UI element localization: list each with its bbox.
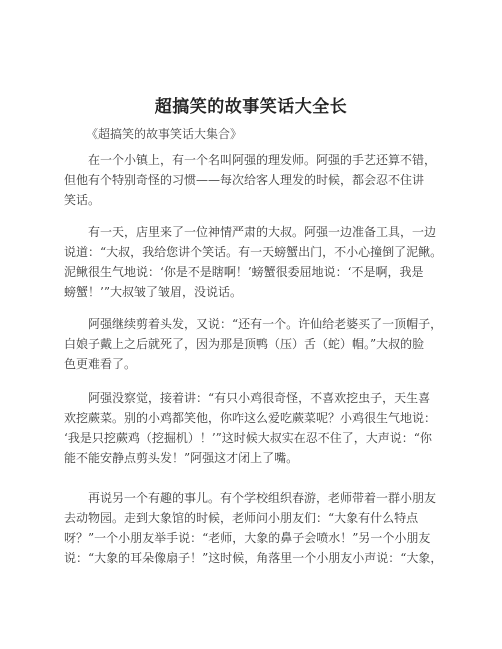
paragraph-2 (64, 222, 444, 302)
paragraph-line: 有一天，店里来了一位神情严肃的大叔。阿强一边准备工具，一边 (88, 225, 437, 239)
paragraph-3 (64, 314, 444, 374)
paragraph-line: 但他有个特别奇怪的习惯——每次给客人理发的时候，都会忍不住讲 (64, 173, 425, 187)
paragraph-line: 泥鳅很生气地说：‘你是不是瞎啊！’螃蟹很委屈地说：‘不是啊，我是 (64, 265, 424, 279)
paragraph-4 (64, 388, 444, 468)
paragraph-line: 在一个小镇上，有一个名叫阿强的理发师。阿强的手艺还算不错， (88, 153, 437, 167)
paragraph-line: 呀？”一个小朋友举手说：“老师，大象的鼻子会喷水！”另一个小朋友 (64, 531, 431, 545)
paragraph-line: 能不能安静点剪头发！”阿强这才闭上了嘴。 (64, 451, 299, 465)
paragraph-line: 说：“大象的耳朵像扇子！”这时候，角落里一个小朋友小声说：“大象， (64, 551, 443, 565)
paragraph-line: 螃蟹！’”大叔皱了皱眉，没说话。 (64, 285, 242, 299)
paragraph-1 (64, 150, 444, 210)
document-title: 超搞笑的故事笑话大全长 (154, 97, 348, 117)
paragraph-line: 阿强没察觉，接着讲：“有只小鸡很奇怪，不喜欢挖虫子，天生喜 (88, 391, 431, 405)
paragraph-line: ‘我是只挖蕨鸡（挖掘机）！’”这时候大叔实在忍不住了，大声说：“你 (64, 431, 432, 445)
paragraph-5 (64, 488, 444, 568)
paragraph-line: 说道：“大叔，我给您讲个笑话。有一天螃蟹出门，不小心撞倒了泥鳅。 (64, 245, 443, 259)
paragraph-line: 色更难看了。 (64, 357, 137, 371)
paragraph-line: 阿强继续剪着头发，又说：“还有一个。许仙给老婆买了一顶帽子， (88, 317, 443, 331)
paragraph-line: 笑话。 (64, 193, 101, 207)
paragraph-line: 欢挖蕨菜。别的小鸡都笑他，你咋这么爱吃蕨菜呢？小鸡很生气地说： (64, 411, 437, 425)
document-subtitle: 《超搞笑的故事笑话大集合》 (86, 127, 243, 141)
paragraph-line: 去动物园。走到大象馆的时候，老师问小朋友们：“大象有什么特点 (64, 511, 419, 525)
paragraph-line: 再说另一个有趣的事儿。有个学校组织春游，老师带着一群小朋友 (88, 491, 437, 505)
paragraph-line: 白娘子戴上之后就死了，因为那是顶鸭（压）舌（蛇）帽。”大叔的脸 (64, 337, 425, 351)
